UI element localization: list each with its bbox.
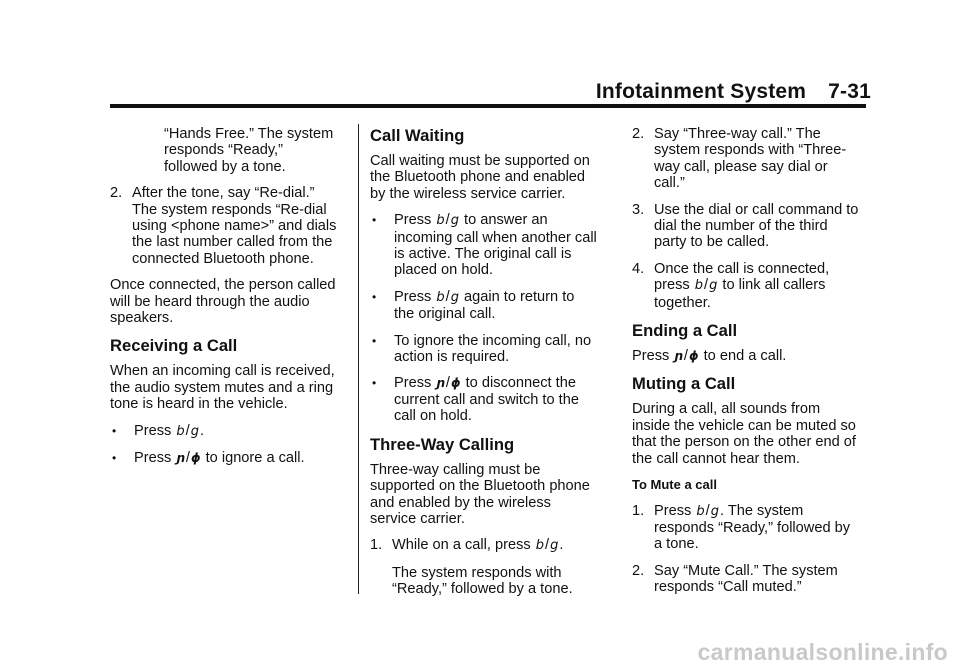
step-text: While on a call, press [392,537,531,554]
list-item [110,185,338,267]
heading-muting-a-call: Muting a Call [632,374,736,394]
talk-alt-icon: g [710,503,719,519]
paragraph-receiving: When an incoming call is received, the audio system mutes and a ring tone is heard in the vehicle. [110,363,335,413]
end-text: to end a call. [703,348,787,365]
end-call-icon: ɲ [176,451,185,466]
step-text: Say “Mute Call.” The system responds “Call muted.” [654,562,838,596]
step-number: 1. [632,502,645,519]
talk-alt-icon: g [709,278,718,294]
end-text: to disconnect the current call and switch to the call on hold. [394,375,579,425]
list-item [370,289,598,323]
bullet-icon: • [372,213,377,228]
press-text: Press [654,502,692,519]
step-number: 2. [110,185,123,202]
end-text: . [199,422,205,439]
end-text: . The system responds “Ready,” followed by a tone. [654,502,851,553]
talk-icon: b [436,289,445,305]
end-call-alt-icon: ɸ [450,376,461,391]
press-text: Press [632,348,670,365]
press-text: Press [394,288,432,305]
bullet-icon: • [372,376,377,391]
column-2 [370,126,598,598]
bullet-icon: • [112,451,117,466]
list-item [370,333,598,366]
talk-alt-icon: g [190,423,199,439]
paragraph-muting: During a call, all sounds from inside the vehicle can be muted so that the person on the other end of the call cannot hear them. [632,401,856,467]
end-call-alt-icon: ɸ [688,349,699,364]
talk-icon: b [176,423,185,439]
header-title: Infotainment System [595,80,807,103]
bullet-icon: • [372,289,377,304]
end-text: to ignore a call. [205,450,305,467]
talk-icon: b [696,503,705,519]
talk-alt-icon: g [450,213,459,229]
slash-text: / [185,450,190,467]
watermark: carmanualsonline.info [697,639,948,665]
heading-three-way-calling: Three-Way Calling [370,434,515,454]
slash-text: / [445,288,450,305]
paragraph-waiting: Call waiting must be supported on the Bluetooth phone and enabled by the wireless service carrier. [370,153,590,202]
press-text: Press [394,375,432,392]
talk-alt-icon: g [550,538,559,554]
slash-text: / [683,348,688,365]
end-call-icon: ɲ [436,376,445,391]
list-item [370,537,598,554]
end-text: to link all callers together. [654,277,826,311]
step-text: After the tone, say “Re-dial.” The system responds “Re-dial using <phone name>” and dials the last number called from the connected Bluetooth phone. [132,185,337,267]
step-subtext: The system responds with “Ready,” followed by a tone. [392,564,573,598]
column-1 [110,126,338,477]
list-item [632,202,860,251]
paragraph-threeway: Three-way calling must be supported on the Bluetooth phone and enabled by the wireless service carrier. [370,461,590,527]
end-call-alt-icon: ɸ [190,451,201,466]
page-number: 7-31 [828,80,871,103]
list-item [370,212,598,279]
end-text: . [559,537,564,554]
heading-receiving-a-call: Receiving a Call [110,336,238,356]
slash-text: / [705,502,710,519]
slash-text: / [445,375,450,392]
press-text: Press [134,450,172,467]
end-text: to answer an incoming call when another call is active. The original call is placed on hold. [394,212,597,279]
paragraph-connected: Once connected, the person called will be heard through the audio speakers. [110,277,336,327]
page-header [596,80,871,104]
list-item [632,261,860,311]
step-text: Use the dial or call command to dial the number of the third party to be called. [654,201,859,251]
talk-icon: b [436,213,445,229]
bullet-icon: • [112,423,117,438]
heading-call-waiting: Call Waiting [370,126,465,145]
step-number: 2. [632,126,645,142]
list-item [632,563,860,596]
continued-text: “Hands Free.” The system responds “Ready,” followed by a tone. [164,126,334,175]
bullet-text: To ignore the incoming call, no action is required. [394,332,592,366]
label-mute-a-call: To Mute a call [632,477,717,493]
end-call-icon: ɲ [674,349,683,364]
list-item [632,126,860,192]
step-number: 1. [370,537,383,554]
slash-text: / [704,277,709,294]
talk-icon: b [535,538,545,554]
bullet-icon: • [372,333,377,348]
slash-text: / [445,212,450,229]
step-number: 3. [632,201,645,218]
list-item [632,503,860,553]
list-item [110,423,338,440]
heading-ending-a-call: Ending a Call [632,321,738,341]
step-text: Once the call is connected, press [654,260,830,294]
step-number: 2. [632,562,645,579]
column-3 [632,126,860,606]
press-text: Press [134,422,172,439]
column-divider [358,124,359,594]
slash-text: / [545,537,550,554]
step-text: Say “Three-way call.” The system responds with “Three-way call, please say dial or call.” [654,126,847,192]
list-item [110,450,338,466]
step-number: 4. [632,260,645,277]
talk-alt-icon: g [450,289,459,305]
list-item [370,375,598,424]
end-text: again to return to the original call. [394,288,575,323]
header-rule [110,104,866,108]
press-text: Press [394,212,432,229]
paragraph-ending [632,348,860,364]
slash-text: / [185,422,190,439]
talk-icon: b [694,278,704,294]
